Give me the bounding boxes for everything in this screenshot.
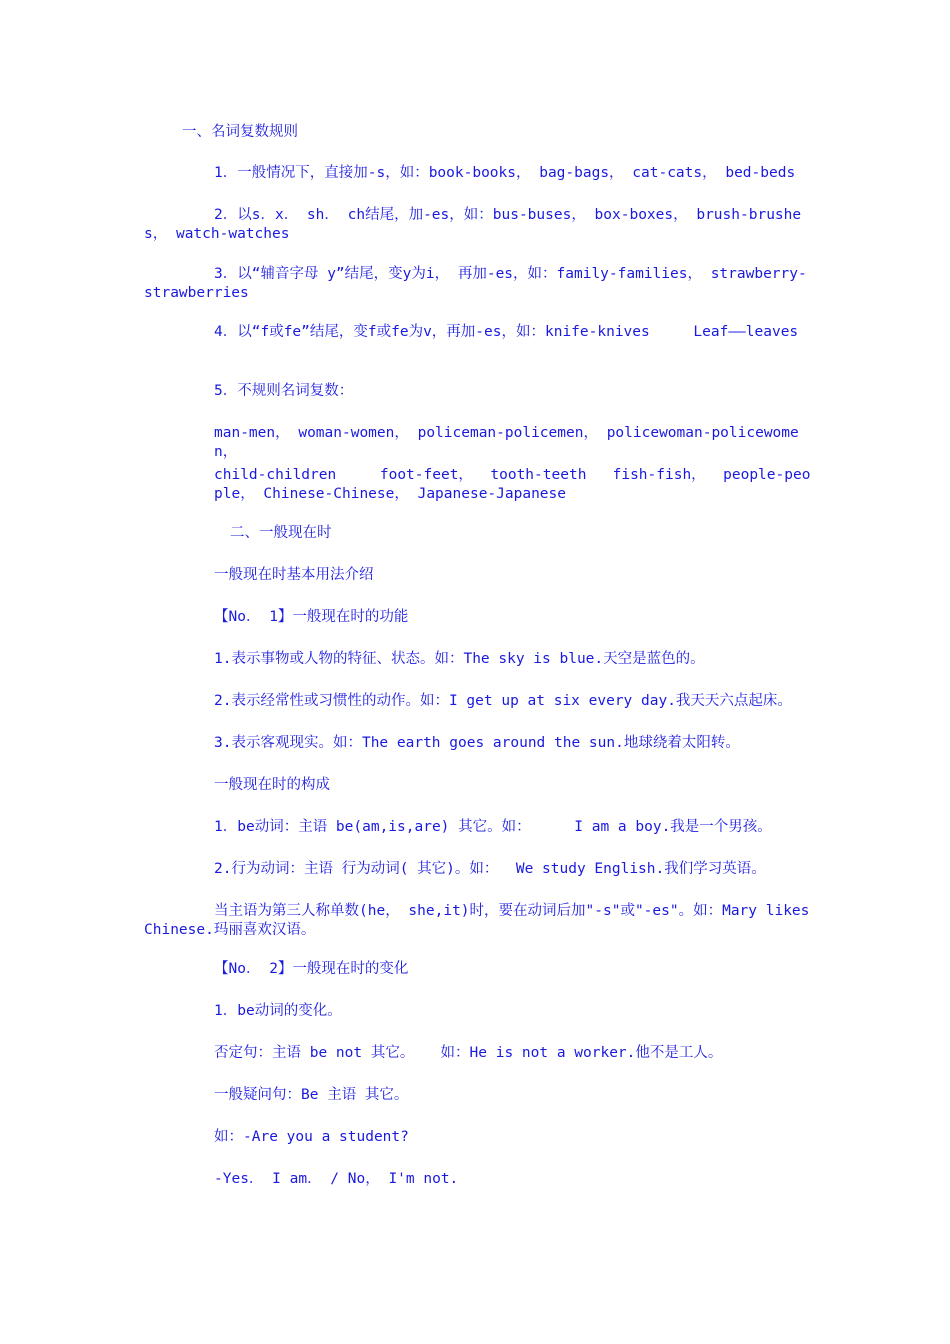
irregular-list-1: man-men， woman-women， policeman-policemen， policewoman-policewomen， <box>214 425 799 460</box>
rule-5: 5．不规则名词复数： <box>214 383 354 399</box>
structure-1: 1．be动词：主语 be(am,is,are) 其它。如： I am a boy.我是一个男孩。 <box>214 819 772 835</box>
rule-2: 2．以s．x． sh． ch结尾，加-es，如：bus-buses， box-boxes， brush-brushes， watch-watches <box>144 207 802 242</box>
irregular-list-2: child-children foot-feet， tooth-teeth fish-fish， people-people， Chinese-Chinese， Japanese-Japanese <box>214 467 811 502</box>
usage-1: 1.表示事物或人物的特征、状态。如：The sky is blue.天空是蓝色的。 <box>214 651 705 667</box>
be-change: 1．be动词的变化。 <box>214 1003 342 1019</box>
example-answer: -Yes． I am． / No， I'm not. <box>214 1171 459 1187</box>
intro-line: 一般现在时基本用法介绍 <box>214 567 374 583</box>
rule-4: 4．以“f或fe”结尾，变f或fe为v，再加-es，如：knife-knives Leaf——leaves <box>214 324 799 340</box>
usage-2: 2.表示经常性或习惯性的动作。如：I get up at six every day.我天天六点起床。 <box>214 693 792 709</box>
negative-sentence: 否定句：主语 be not 其它。 如：He is not a worker.他不是工人。 <box>214 1045 723 1061</box>
question-sentence: 一般疑问句：Be 主语 其它。 <box>214 1087 409 1103</box>
example-question: 如：-Are you a student? <box>214 1129 409 1145</box>
usage-3: 3.表示客观现实。如：The earth goes around the sun.地球绕着太阳转。 <box>214 735 740 751</box>
rule-1: 1．一般情况下，直接加-s，如：book-books， bag-bags， cat-cats， bed-beds <box>214 165 796 181</box>
section-no2: 【No． 2】一般现在时的变化 <box>214 961 409 977</box>
heading-noun-plural-rules: 一、名词复数规则 <box>182 124 298 140</box>
heading-simple-present: 二、一般现在时 <box>230 525 332 541</box>
section-no1: 【No． 1】一般现在时的功能 <box>214 609 409 625</box>
structure-heading: 一般现在时的构成 <box>214 777 330 793</box>
structure-2: 2.行为动词：主语 行为动词( 其它)。如： We study English.我们学习英语。 <box>214 861 766 877</box>
rule-3: 3．以“辅音字母 y”结尾，变y为i， 再加-es，如：family-families， strawberry-strawberries <box>144 266 807 301</box>
third-person-rule: 当主语为第三人称单数(he， she,it)时，要在动词后加"-s"或"-es"。如：Mary likes Chinese.玛丽喜欢汉语。 <box>144 903 819 938</box>
